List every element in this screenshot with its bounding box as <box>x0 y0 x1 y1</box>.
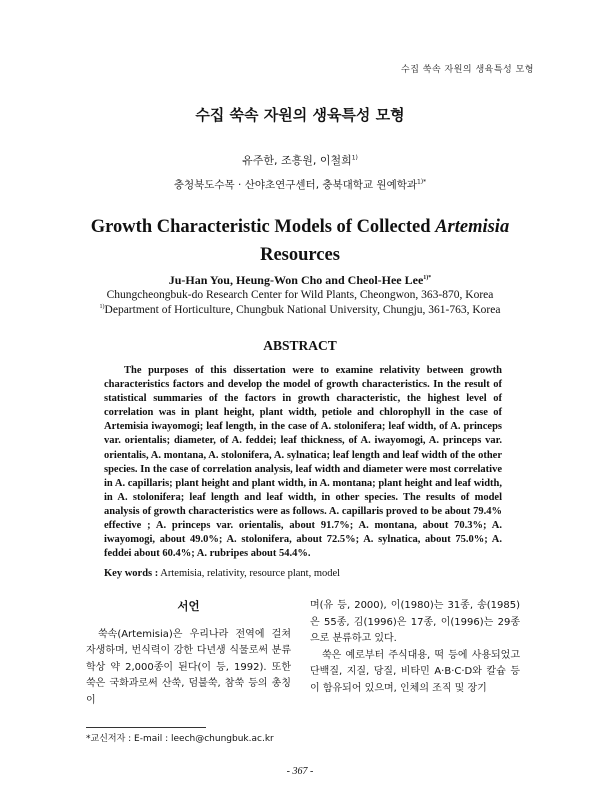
korean-affiliation: 충청북도수목 · 산야초연구센터, 충북대학교 원예학과$^{1)*}$ <box>173 178 427 191</box>
affiliation-1: Chungcheongbuk-do Research Center for Wild Plants, Cheongwon, 363-870, Korea <box>106 289 494 301</box>
abstract-heading: ABSTRACT <box>263 338 337 353</box>
korean-authors: 유주한, 조흥원, 이철희$^{1)}$ <box>242 154 358 167</box>
right-column-paragraph-2: 쑥은 예로부터 주식대용, 떡 등에 사용되었고 단백질, 지질, 당질, 비타민 A·B·C·D와 칼슘 등이 함유되어 있으며, 인체의 조직 및 장기 <box>310 649 520 694</box>
keywords: Key words : Artemisia, relativity, resource plant, model <box>104 568 341 579</box>
page-number: - 367 - <box>286 766 314 777</box>
left-column-paragraph: 쑥속(Artemisia)은 우리나라 전역에 걸쳐 자생하며, 번식력이 강한 다년생 식물로써 분류학상 약 2,000종이 된다(이 등, 1992). 또한 쑥은 국화과로써 산쑥, 덤불쑥, 참쑥 등의 총칭이 <box>86 628 291 706</box>
section-heading: 서언 <box>177 599 200 613</box>
abstract-body: The purposes of this dissertation were to examine relativity between growth characteristics factors and develop the model of growth characteristics. In the result of statistical summaries of the factors in growth characteristic, the highest level of correlation was in plant height, plant width, petiole and chlorophyll in the case of Artemisia iwayomogi; leaf length, in the case of A. stolonifera; leaf width, of A. princeps var. orientalis; diameter, of A. feddei; leaf thickness, of A. iwayomogi, A. princeps var. orientalis, A. montana, A. stolonifera, A. sylnatica; leaf length and leaf width of the other species. In the case of correlation analysis, leaf width and diameter were most correlative in A. capillaris; plant height and plant width, in A. montana; plant height and leaf width, in A. stolonifera; leaf length and leaf width, in other species. The results of model analysis of growth characteristics were as follows. A. capillaris proved to be about 79.4% effective ; A. princeps var. orientalis, about 91.7%; A. montana, about 70.3%; A. iwayomogi, about 49.0%; A. stolonifera, about 72.5%; A. sylnatica, about 75.0%; A. feddei about 60.4%; A. rubripes about 54.4%. <box>104 365 502 560</box>
english-authors: Ju-Han You, Heung-Won Cho and Cheol-Hee Lee$^{1)*}$ <box>168 273 432 287</box>
footnote: *교신저자 : E-mail : leech@chungbuk.ac.kr <box>86 734 274 744</box>
right-column <box>310 598 520 697</box>
left-column <box>86 598 291 709</box>
affiliation-2: $^{1)}$Department of Horticulture, Chungbuk National University, Chungju, 361-763, Korea <box>99 304 501 316</box>
korean-title: 수집 쑥속 자원의 생육특성 모형 <box>195 106 405 124</box>
right-column-paragraph-1: 며(유 등, 2000), 이(1980)는 31종, 송(1985)은 55종, 김(1996)은 17종, 이(1996)는 29종으로 분류하고 있다. <box>310 600 520 644</box>
running-header: 수집 쑥속 자원의 생육특성 모형 <box>401 65 534 75</box>
footnote-divider <box>86 727 206 728</box>
english-title: Growth Characteristic Models of Collected Artemisia Resources <box>90 217 510 265</box>
